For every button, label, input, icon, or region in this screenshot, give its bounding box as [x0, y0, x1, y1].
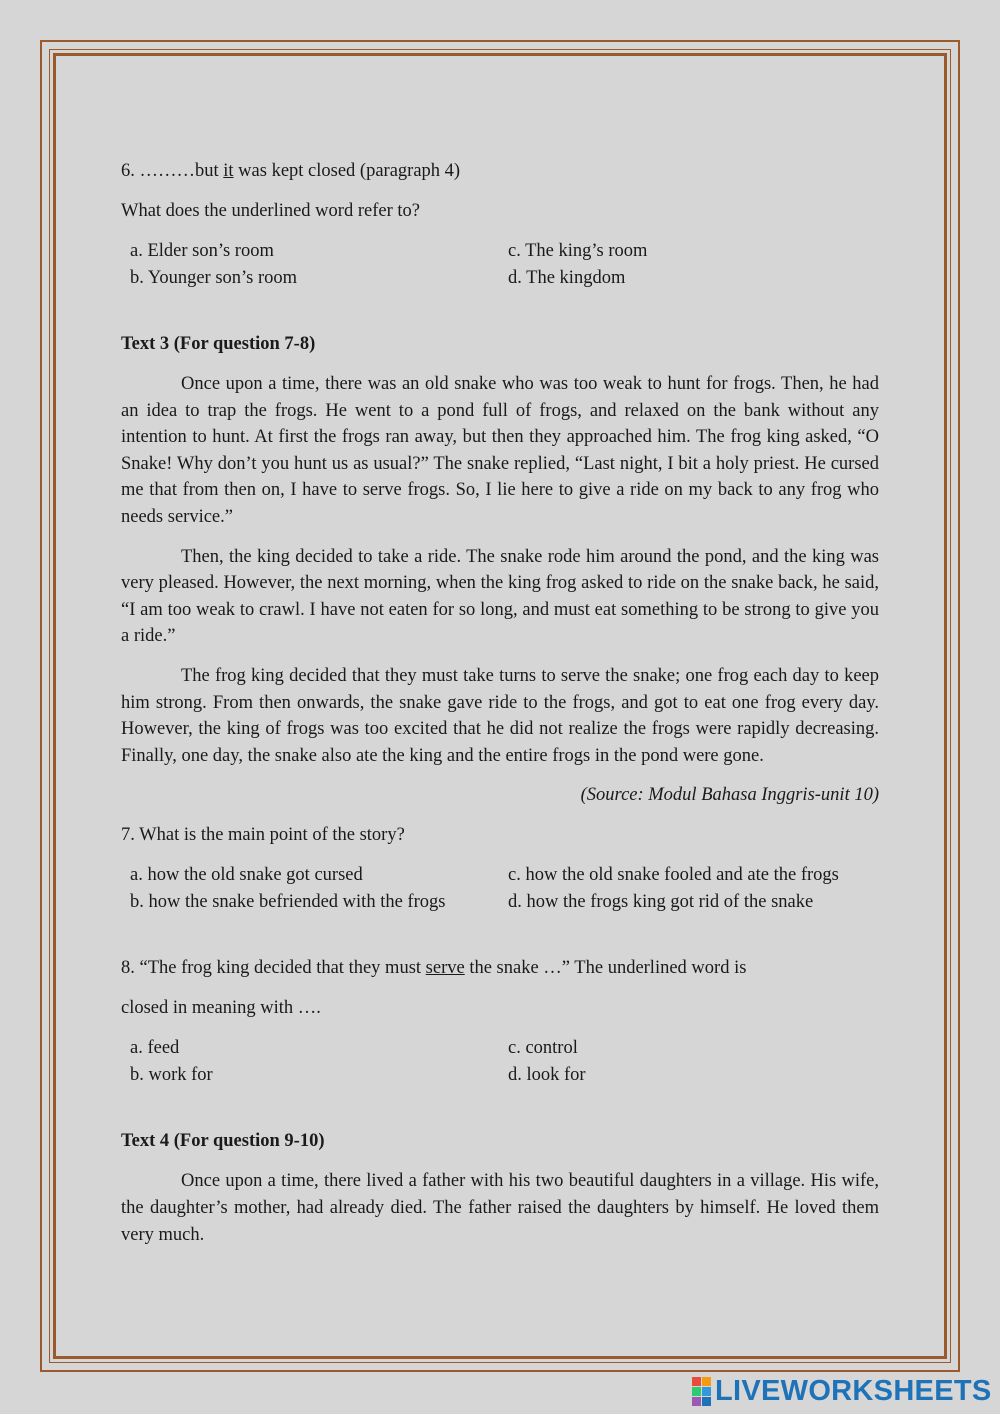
- q8-option-b[interactable]: b. work for: [130, 1065, 213, 1086]
- liveworksheets-logo: [692, 1374, 992, 1408]
- logo-block: [692, 1397, 701, 1406]
- q7-option-a[interactable]: a. how the old snake got cursed: [130, 865, 363, 886]
- q6-option-a[interactable]: a. Elder son’s room: [130, 241, 274, 261]
- q6-prefix: 6. ………but: [121, 161, 224, 181]
- logo-block: [692, 1377, 701, 1386]
- question-8: [121, 955, 879, 982]
- q8-prefix: 8. “The frog king decided that they must: [121, 958, 426, 979]
- q8-option-c[interactable]: c. control: [508, 1038, 578, 1059]
- logo-text: LIVEWORKSHEETS: [715, 1374, 992, 1407]
- q6-suffix: was kept closed (paragraph 4): [233, 161, 461, 181]
- text4-heading: Text 4 (For question 9-10): [121, 1131, 325, 1152]
- q8-option-a[interactable]: a. feed: [130, 1038, 180, 1059]
- logo-block: [692, 1387, 701, 1396]
- worksheet-content: [121, 158, 879, 1248]
- q7-option-b[interactable]: b. how the snake befriended with the frogs: [130, 892, 446, 913]
- q8-suffix: the snake …” The underlined word is: [464, 958, 747, 979]
- logo-block: [702, 1377, 711, 1386]
- q8-option-d[interactable]: d. look for: [508, 1065, 586, 1086]
- q7-option-c[interactable]: c. how the old snake fooled and ate the frogs: [508, 865, 839, 886]
- text3-paragraph-1: Once upon a time, there was an old snake who was too weak to hunt for frogs. Then, he had an idea to trap the frogs. He went to a pond full of frogs, and relaxed on the bank without any intention to hunt. At first the frogs ran away, but then they approached him. The frog king asked, “O Snake! Why don’t you hunt us as usual?” The snake replied, “Last night, I bit a holy priest. He cursed me that from then on, I have to serve frogs. So, I lie here to give a ride on my back to any frog who needs service.”: [121, 374, 879, 527]
- text3-heading: Text 3 (For question 7-8): [121, 334, 316, 354]
- text3-paragraph-3: The frog king decided that they must take turns to serve the snake; one frog each day to keep him strong. From then onwards, the snake gave ride to the frogs, and got to eat one frog every day. However, the king of frogs was too excited that he did not realize the frogs were rapidly decreasing. Finally, one day, the snake also ate the king and the entire frogs in the pond were gone.: [121, 665, 879, 766]
- logo-block: [702, 1387, 711, 1396]
- q7-prompt: 7. What is the main point of the story?: [121, 825, 405, 846]
- text4-paragraph-1: Once upon a time, there lived a father with his two beautiful daughters in a village. His wife, the daughter’s mother, had already died. The father raised the daughters by himself. He loved them very much.: [121, 1171, 879, 1245]
- q7-options: [130, 862, 879, 916]
- q8-underlined-word: serve: [425, 958, 465, 979]
- text3-paragraph-2: Then, the king decided to take a ride. The snake rode him around the pond, and the king was very pleased. However, the next morning, when the king frog asked to ride on the snake back, he said, “I am too weak to crawl. I have not eaten for so long, and must eat something to be strong to give you a ride.”: [121, 546, 879, 647]
- logo-blocks-icon: [692, 1377, 711, 1406]
- text3-source: (Source: Modul Bahasa Inggris-unit 10): [580, 785, 879, 806]
- logo-block: [702, 1397, 711, 1406]
- q6-option-d[interactable]: d. The kingdom: [508, 268, 626, 288]
- q7-option-d[interactable]: d. how the frogs king got rid of the snake: [508, 892, 814, 913]
- q6-underlined-word: it: [223, 161, 234, 181]
- q6-option-c[interactable]: c. The king’s room: [508, 241, 648, 261]
- q8-options: [130, 1035, 879, 1089]
- q6-option-b[interactable]: b. Younger son’s room: [130, 268, 298, 288]
- q8-prompt-line2: closed in meaning with ….: [121, 998, 321, 1019]
- q6-prompt: What does the underlined word refer to?: [121, 201, 420, 221]
- q6-options: [130, 238, 879, 292]
- question-6: [121, 158, 879, 185]
